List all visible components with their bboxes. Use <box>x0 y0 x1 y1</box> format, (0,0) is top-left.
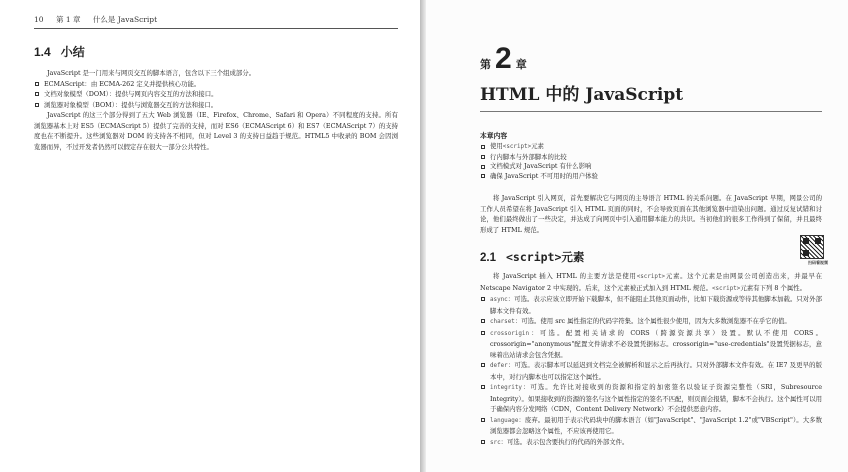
chapter-suffix: 章 <box>515 58 527 71</box>
qr-code-icon <box>800 235 824 259</box>
contents-item: 文档模式对 JavaScript 有什么影响 <box>480 162 822 172</box>
attribute-desc: ：可选。表示包含要执行的代码的外部文件。 <box>500 437 629 446</box>
contents-text: 使用 <box>490 142 503 150</box>
contents-item: 确保 JavaScript 不可用时的用户体验 <box>480 172 822 182</box>
attribute-desc: ：可选。表示脚本可以延迟到文档完全被解析和显示之后再执行。只对外部脚本文件有效。在 IE7 及更早的版本中，对行内脚本也可以指定这个属性。 <box>490 361 822 381</box>
list-item: 文档对象模型（DOM）：提供与网页内容交互的方法和接口。 <box>34 89 398 100</box>
attribute-name: integrity <box>490 385 522 391</box>
inline-code: <script> <box>636 274 666 280</box>
attribute-item <box>480 382 822 415</box>
inline-code: <script> <box>711 285 741 292</box>
attribute-name: language <box>490 417 519 424</box>
para-text: 将 JavaScript 插入 HTML 的主要方法是使用 <box>493 272 637 280</box>
attribute-name: charset <box>490 319 515 325</box>
contents-item <box>480 142 822 153</box>
attribute-name: async <box>490 297 508 303</box>
attribute-desc: ：可选。使用 src 属性指定的代码字符集。这个属性很少使用，因为大多数浏览器不在乎它的值。 <box>514 317 791 325</box>
section-heading <box>480 249 828 265</box>
attribute-name: src <box>490 439 501 446</box>
chapter-intro: 将 JavaScript 引入网页，首先要解决它与网页的主导语言 HTML 的关系问题。在 JavaScript 早期，网景公司的工作人员希望在将 JavaScript 引入 HTML 页面的同时，不会导致页面在其他浏览器中渲染出问题。通过反复试错和讨论，他们最终做出了一些决定，并达成了向网页中引入通用脚本能力的共识。当初他们的很多工作得到了保留，并且最终形成了 HTML 规范。 <box>480 194 822 234</box>
para-text: 元素。这个元素是由网景公司创造出来，并最早在 Netscape Navigator 2 中实现的。后来，这个元素被正式加入到 HTML 规范。 <box>480 272 823 292</box>
right-page <box>426 0 848 472</box>
section-number: 2.1 <box>480 252 496 264</box>
chapter-title: HTML 中的 JavaScript <box>480 80 822 112</box>
chapter-prefix: 第 <box>480 58 491 71</box>
para-text: 元素有下列 8 个属性。 <box>740 283 806 292</box>
section-paragraph <box>480 271 822 294</box>
contents-text: 元素 <box>531 142 544 150</box>
attribute-desc: ：可选。表示应该立即开始下载脚本，但不能阻止其他页面动作，比如下载资源或等待其他脚本加载。只对外部脚本文件有效。 <box>490 295 822 315</box>
contents-item: 行内脚本与外部脚本的比较 <box>480 153 822 163</box>
chapter-label: 第 1 章 <box>55 15 81 24</box>
attribute-item <box>480 437 822 449</box>
summary-paragraph: JavaScript 的这三个部分得到了五大 Web 浏览器（IE、Firefox、Chrome、Safari 和 Opera）不同程度的支持。所有浏览器基本上对 ES5（ECMAScript 5）提供了完善的支持，而对 ES6（ECMAScript 6）和 ES7（ECMAScript 7）的支持度也在不断提升。这些浏览器对 DOM 的支持各不相同，但对 Level 3 的支持日益趋于规范。HTML5 中收录的 BOM 会因浏览器而异，不过开发者仍然可以假定存在很大一部分公共特性。 <box>34 111 398 151</box>
list-item: 浏览器对象模型（BOM）：提供与浏览器交互的方法和接口。 <box>34 100 398 111</box>
attribute-desc: ：可选。配置相关请求的 CORS（跨源资源共享）设置。默认不使用 CORS。crossorigin="anonymous"配置文件请求不必设置凭据标志。crossorigin="use-credentials"设置凭据标志，意味着出站请求会包含凭据。 <box>490 328 822 359</box>
qr-caption: 扫码看视频 <box>808 260 828 265</box>
attribute-item <box>480 328 822 361</box>
attribute-desc: ：可选。允许比对接收到的资源和指定的加密签名以验证子资源完整性（SRI，Subresource Integrity）。如果接收到的资源的签名与这个属性指定的签名不匹配，则页面会报错，脚本不会执行。这个属性可以用于确保内容分发网络（CDN，Content Delivery Network）不会提供恶意内容。 <box>490 383 822 413</box>
attribute-item <box>480 415 822 437</box>
chapter-number: 2 <box>495 42 512 75</box>
attribute-item <box>480 360 822 382</box>
attribute-item <box>480 294 822 316</box>
chapter-number-block <box>480 44 822 74</box>
section-suffix: 元素 <box>561 252 585 264</box>
attribute-name: crossorigin <box>490 330 530 337</box>
section-heading <box>34 43 398 60</box>
running-head <box>34 14 398 29</box>
attribute-item <box>480 316 822 328</box>
summary-intro: JavaScript 是一门用来与网页交互的脚本语言，包含以下三个组成部分。 <box>47 69 256 77</box>
section-number: 1.4 <box>34 45 51 59</box>
chapter-name: 什么是 JavaScript <box>92 15 158 24</box>
page-number: 10 <box>34 15 44 24</box>
attribute-desc: ：废弃。最初用于表示代码块中的脚本语言（如"JavaScript"、"JavaScript 1.2"或"VBScript"）。大多数浏览器都会忽略这个属性，不应该再使用它。 <box>490 415 822 435</box>
left-page <box>0 0 420 472</box>
section-code: <script> <box>506 250 562 264</box>
attribute-name: defer <box>490 363 508 369</box>
section-title: 小结 <box>60 45 85 59</box>
contents-heading: 本章内容 <box>480 132 508 140</box>
inline-code: <script> <box>502 144 532 150</box>
list-item: ECMAScript：由 ECMA-262 定义并提供核心功能。 <box>34 79 398 90</box>
